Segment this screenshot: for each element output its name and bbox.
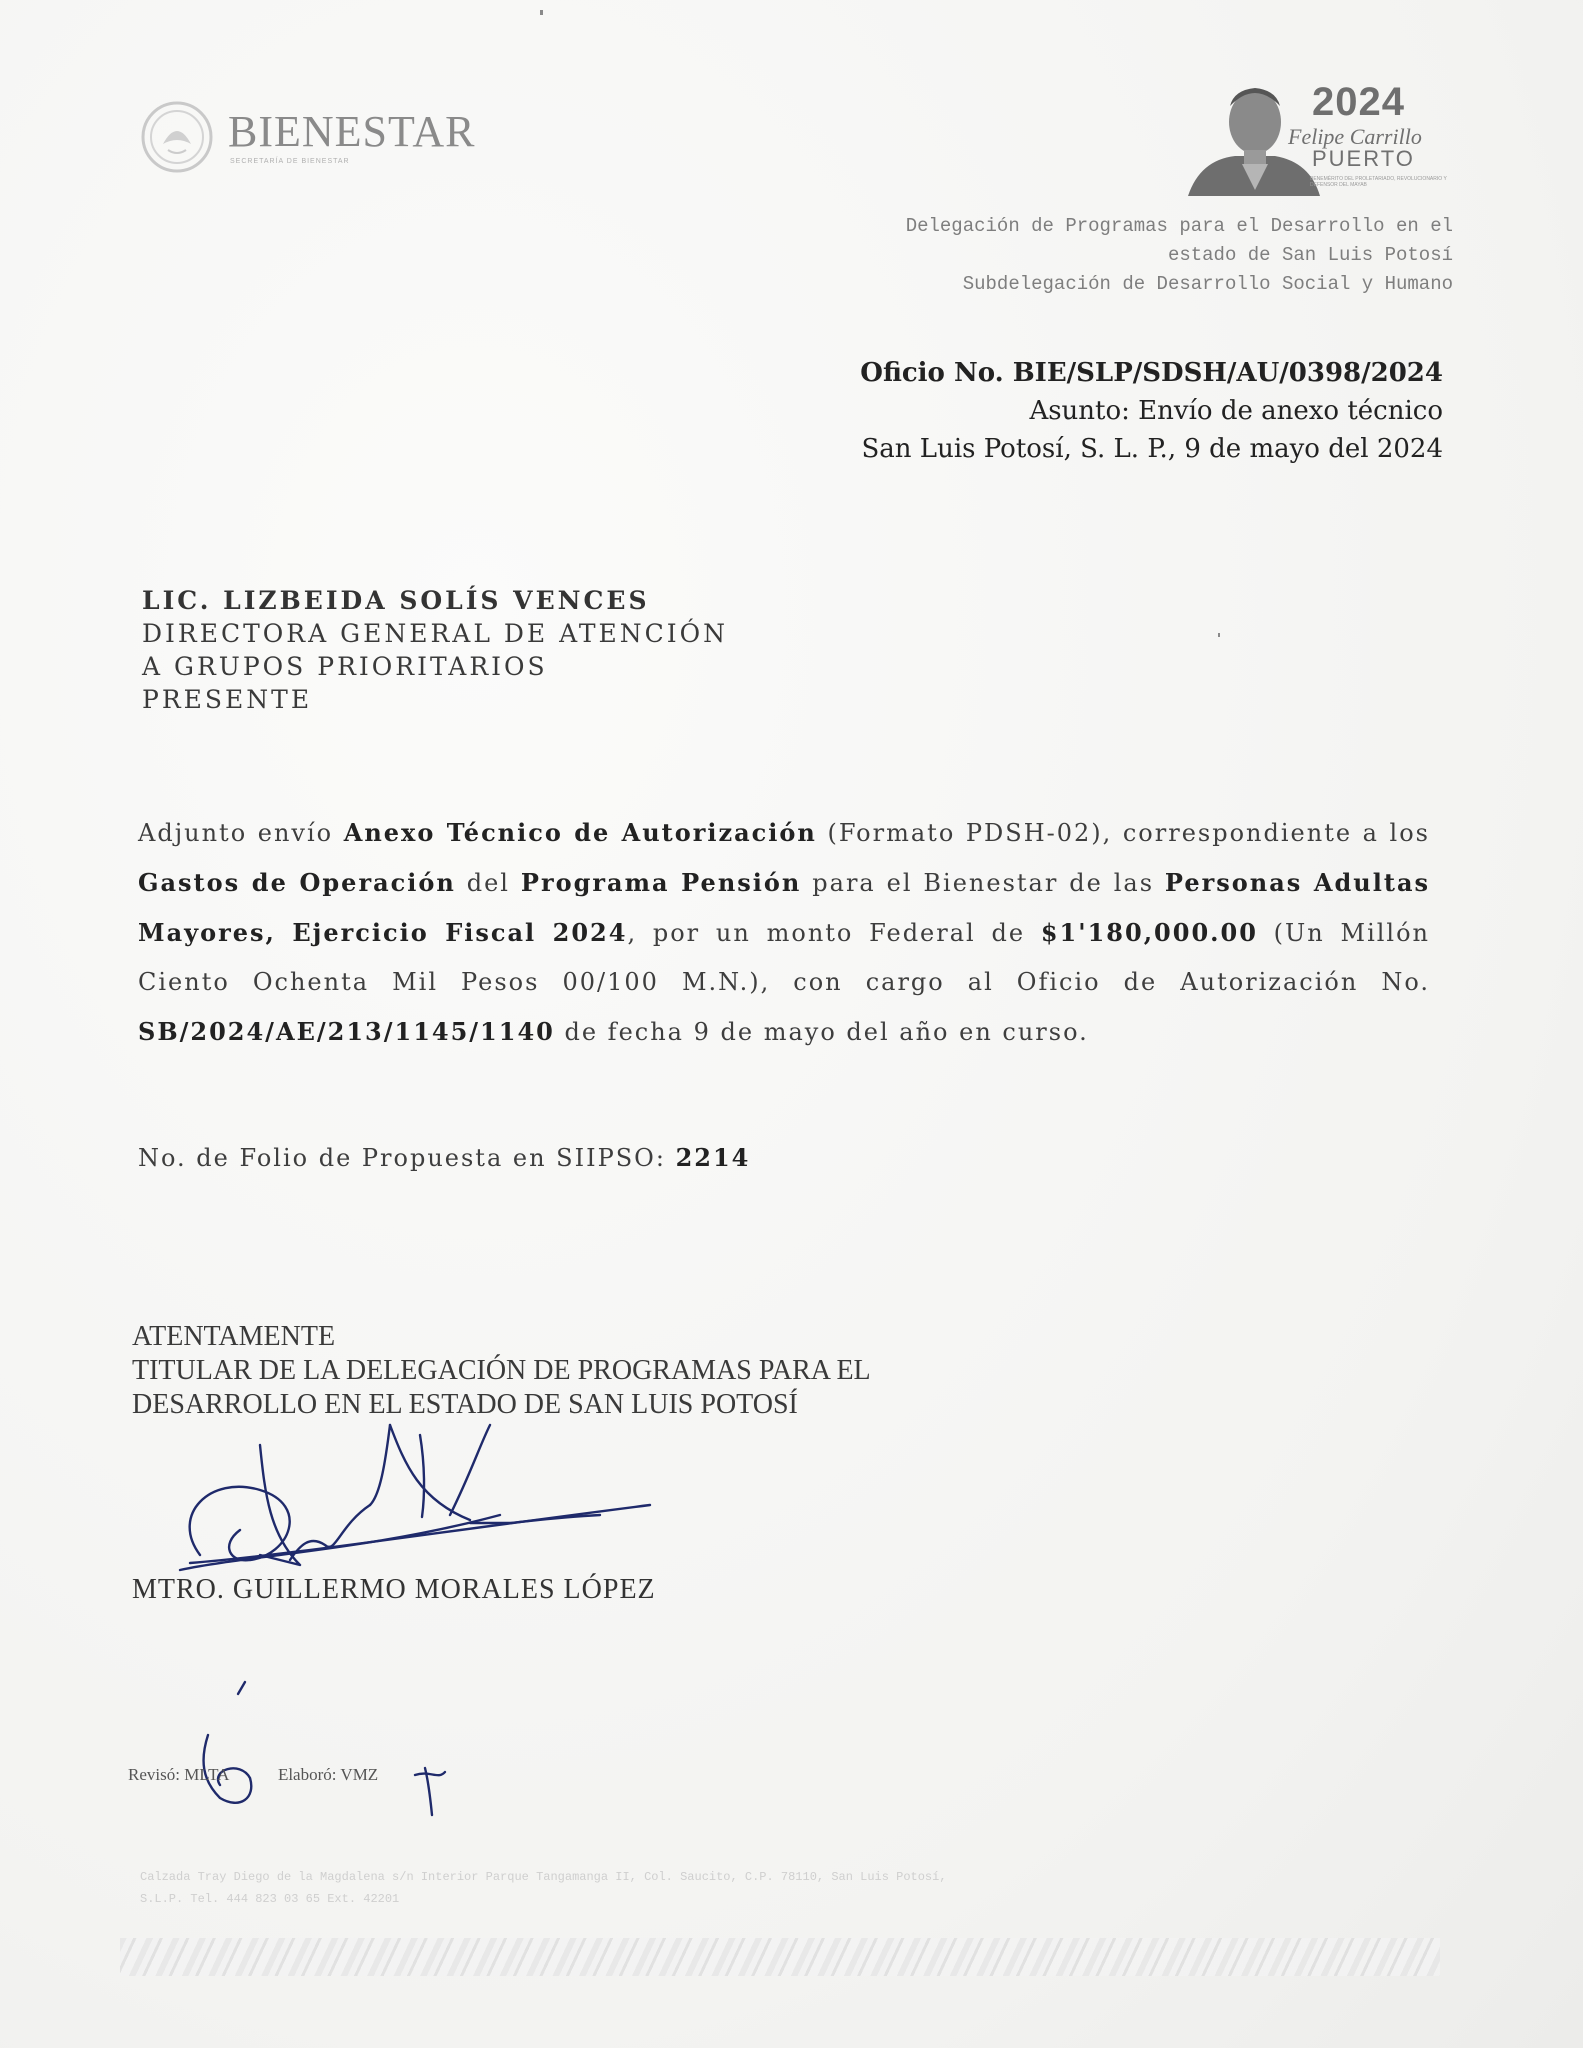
national-seal-icon <box>138 98 216 176</box>
footer-decorative-band <box>120 1938 1440 1976</box>
asunto: Asunto: Envío de anexo técnico <box>1029 396 1443 426</box>
body-bold: Gastos de Operación <box>138 868 456 897</box>
body-text: del <box>455 869 521 897</box>
scan-speck <box>1218 633 1220 637</box>
logo-wordmark: BIENESTAR <box>228 107 476 156</box>
body-bold: Anexo Técnico de Autorización <box>343 818 817 847</box>
department-line-3: Subdelegación de Desarrollo Social y Humano <box>962 273 1453 295</box>
reference-block <box>683 354 1443 468</box>
body-text: Adjunto envío <box>138 819 344 847</box>
recipient-title-1: DIRECTORA GENERAL DE ATENCIÓN <box>142 619 728 648</box>
authorization-number: SB/2024/AE/213/1145/1140 <box>138 1017 555 1046</box>
initials-marks <box>190 1680 490 1830</box>
footer-line-1: Calzada Tray Diego de la Magdalena s/n Interior Parque Tangamanga II, Col. Saucito, C.P. 78110, San Luis Potosí, <box>140 1870 947 1884</box>
emblem-name: Felipe Carrillo <box>1288 124 1422 149</box>
body-bold: Personas Adultas Mayores, Ejercicio Fiscal 2024 <box>138 868 1431 947</box>
felipe-carrillo-puerto-emblem <box>1180 78 1470 200</box>
footer-address <box>140 1866 1440 1910</box>
emblem-tagline: BENEMÉRITO DEL PROLETARIADO, REVOLUCIONARIO Y DEFENSOR DEL MAYAB <box>1310 176 1447 188</box>
initials-line <box>128 1765 728 1785</box>
body-text: (Formato PDSH-02), correspondiente a los <box>816 819 1430 847</box>
body-bold: Programa Pensión <box>520 868 802 897</box>
recipient-title-2: A GRUPOS PRIORITARIOS <box>142 652 548 681</box>
body-text: (Un Millón Ciento Ochenta Mil Pesos 00/100 M.N.), con cargo al Oficio de Autorización No. <box>138 919 1431 996</box>
body-text: , por un monto Federal de <box>627 919 1041 947</box>
oficio-number: Oficio No. BIE/SLP/SDSH/AU/0398/2024 <box>860 358 1443 388</box>
scan-speck <box>540 10 543 15</box>
closing-title-2: DESARROLLO EN EL ESTADO DE SAN LUIS POTOSÍ <box>132 1389 798 1420</box>
closing-title-1: TITULAR DE LA DELEGACIÓN DE PROGRAMAS PARA EL <box>132 1355 871 1386</box>
presente: PRESENTE <box>142 685 313 714</box>
body-text: para el Bienestar de las <box>801 869 1165 897</box>
emblem-year: 2024 <box>1312 80 1405 124</box>
recipient-name: LIC. LIZBEIDA SOLÍS VENCES <box>142 586 650 615</box>
handwritten-signature <box>170 1405 670 1575</box>
recipient-block <box>142 584 842 716</box>
department-block <box>693 212 1453 299</box>
body-text: de fecha 9 de mayo del año en curso. <box>554 1018 1089 1046</box>
bienestar-logo <box>138 98 518 178</box>
elaboro: Elaboró: VMZ <box>277 1765 379 1784</box>
reviso: Revisó: MLTA <box>128 1765 230 1784</box>
body-paragraph <box>138 808 1430 1057</box>
atentamente: ATENTAMENTE <box>132 1321 336 1352</box>
department-line-1: Delegación de Programas para el Desarrollo en el <box>905 215 1453 237</box>
folio-line <box>138 1143 1038 1172</box>
signer-name: MTRO. GUILLERMO MORALES LÓPEZ <box>132 1574 656 1605</box>
folio-label: No. de Folio de Propuesta en SIIPSO: <box>138 1144 676 1172</box>
amount: $1'180,000.00 <box>1040 918 1258 947</box>
logo-subtitle: SECRETARÍA DE BIENESTAR <box>230 158 350 165</box>
department-line-2: estado de San Luis Potosí <box>1167 244 1453 266</box>
folio-value: 2214 <box>675 1143 751 1172</box>
footer-line-2: S.L.P. Tel. 444 823 03 65 Ext. 42201 <box>140 1892 400 1906</box>
place-and-date: San Luis Potosí, S. L. P., 9 de mayo del 2024 <box>861 434 1443 464</box>
emblem-place: PUERTO <box>1312 146 1415 171</box>
